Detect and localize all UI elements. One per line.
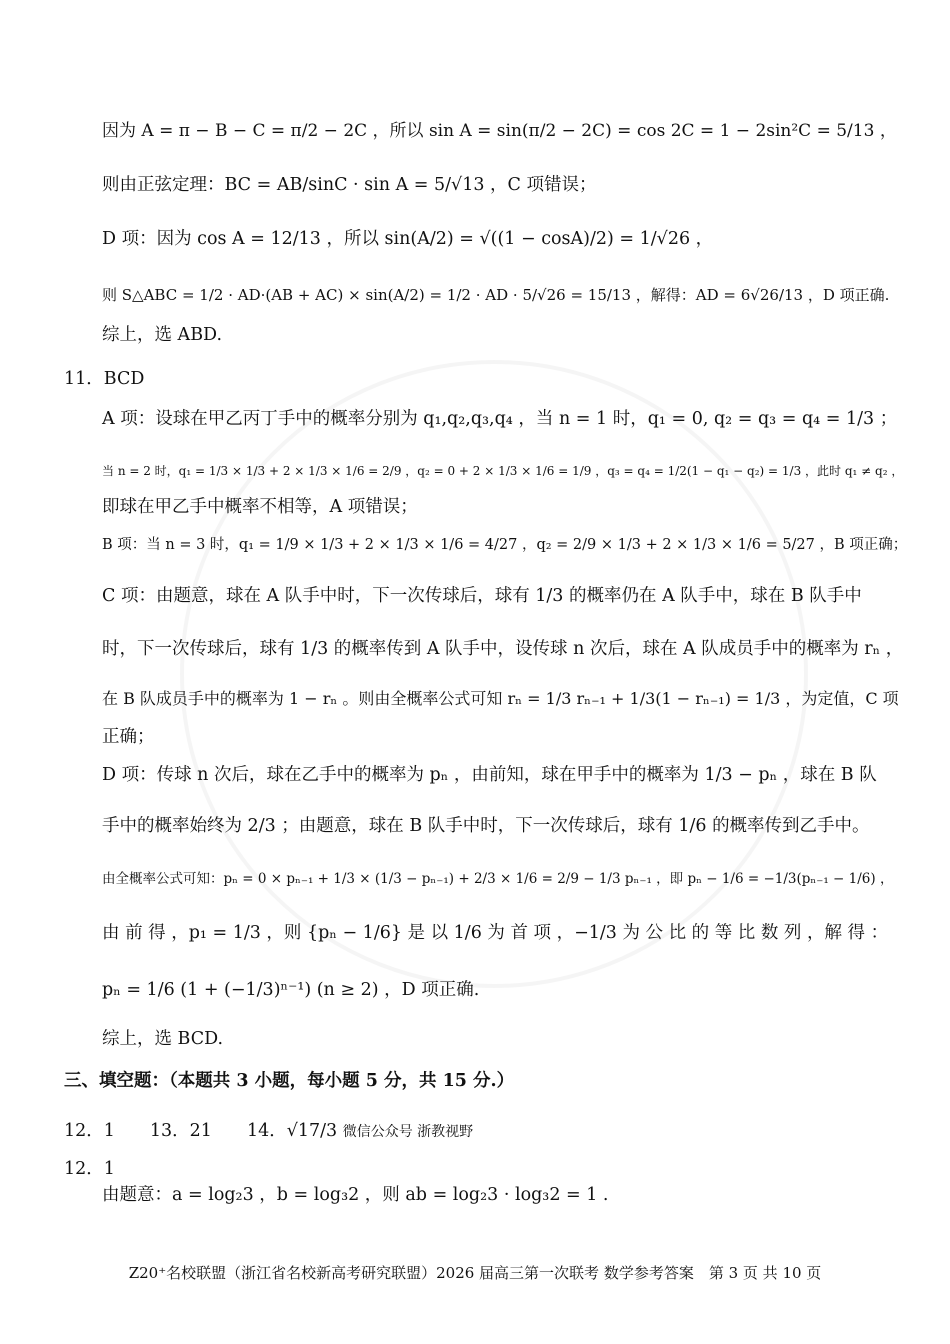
text-line: 因为 A = π − B − C = π/2 − 2C ，所以 sin A = sin(π/2 − 2C) = cos 2C = 1 − 2sin²C = 5/13 ， [102, 121, 897, 141]
text-line: B 项：当 n = 3 时，q₁ = 1/9 × 1/3 + 2 × 1/3 × 1/6 = 4/27 ，q₂ = 2/9 × 1/3 + 2 × 1/3 × 1/6 = 5/27 ，B 项正确； [102, 537, 908, 553]
section-heading: 三、填空题：（本题共 3 小题，每小题 5 分，共 15 分.） [64, 1071, 515, 1091]
text-line: D 项：因为 cos A = 12/13 ，所以 sin(A/2) = √((1 − cosA)/2) = 1/√26 ， [102, 229, 714, 249]
text-line: pₙ = 1/6 (1 + (−1/3)ⁿ⁻¹) (n ≥ 2) ，D 项正确. [102, 980, 480, 1000]
text-line: 由全概率公式可知：pₙ = 0 × pₙ₋₁ + 1/3 × (1/3 − pₙ₋₁) + 2/3 × 1/6 = 2/9 − 1/3 pₙ₋₁ ，即 pₙ − 1/6 = −1/3(pₙ₋₁ − 1/6) ， [102, 871, 894, 887]
watermark-seal [180, 360, 808, 988]
text-line: 正确； [102, 727, 155, 747]
text-line: 当 n = 2 时，q₁ = 1/3 × 1/3 + 2 × 1/3 × 1/6 = 2/9 ，q₂ = 0 + 2 × 1/3 × 1/6 = 1/9 ，q₃ = q₄ = 1/2(1 − q₁ − q₂) = 1/3 ，此时 q₁ ≠ q₂ ， [102, 464, 904, 478]
question-number: 11．BCD [64, 369, 145, 389]
text-line: D 项：传球 n 次后，球在乙手中的概率为 pₙ ，由前知，球在甲手中的概率为 1/3 − pₙ ，球在 B 队 [102, 765, 877, 785]
page-footer: Z20⁺名校联盟（浙江省名校新高考研究联盟）2026 届高三第一次联考 数学参考答案 第 3 页 共 10 页 [128, 1264, 822, 1282]
text-line: 即球在甲乙手中概率不相等，A 项错误； [102, 497, 418, 517]
wechat-tag: 微信公众号 浙教视野 [342, 1124, 474, 1140]
text-line: 综上，选 BCD. [102, 1029, 224, 1049]
text-line: 则由正弦定理：BC = AB/sinC · sin A = 5/√13 ，C 项错误； [102, 175, 597, 195]
text-line: 手中的概率始终为 2/3 ；由题意，球在 B 队手中时，下一次传球后，球有 1/6 的概率传到乙手中。 [102, 816, 870, 836]
text-line: 由 前 得 ，p₁ = 1/3 ，则 {pₙ − 1/6} 是 以 1/6 为 首 项 ，−1/3 为 公 比 的 等 比 数 列 ，解 得 ： [102, 923, 889, 943]
text-line: 由题意：a = log₂3 ，b = log₃2 ，则 ab = log₂3 · log₃2 = 1 . [102, 1185, 609, 1205]
answer-row [64, 1118, 473, 1145]
text-line: 综上，选 ABD. [102, 325, 223, 345]
text-line: C 项：由题意，球在 A 队手中时，下一次传球后，球有 1/3 的概率仍在 A 队手中，球在 B 队手中 [102, 586, 862, 606]
text-line: 时，下一次传球后，球有 1/3 的概率传到 A 队手中，设传球 n 次后，球在 A 队成员手中的概率为 rₙ ， [102, 639, 904, 659]
answer-values: 12．1 13．21 14．√17/3 [64, 1121, 338, 1141]
text-line: A 项：设球在甲乙丙丁手中的概率分别为 q₁,q₂,q₃,q₄ ，当 n = 1 时，q₁ = 0, q₂ = q₃ = q₄ = 1/3 ； [102, 409, 898, 429]
text-line: 在 B 队成员手中的概率为 1 − rₙ 。则由全概率公式可知 rₙ = 1/3 rₙ₋₁ + 1/3(1 − rₙ₋₁) = 1/3 ，为定值，C 项 [102, 689, 899, 708]
question-number: 12．1 [64, 1159, 115, 1179]
text-line: 则 S△ABC = 1/2 · AD·(AB + AC) × sin(A/2) = 1/2 · AD · 5/√26 = 15/13 ，解得：AD = 6√26/13 ，D 项正确. [102, 286, 890, 304]
